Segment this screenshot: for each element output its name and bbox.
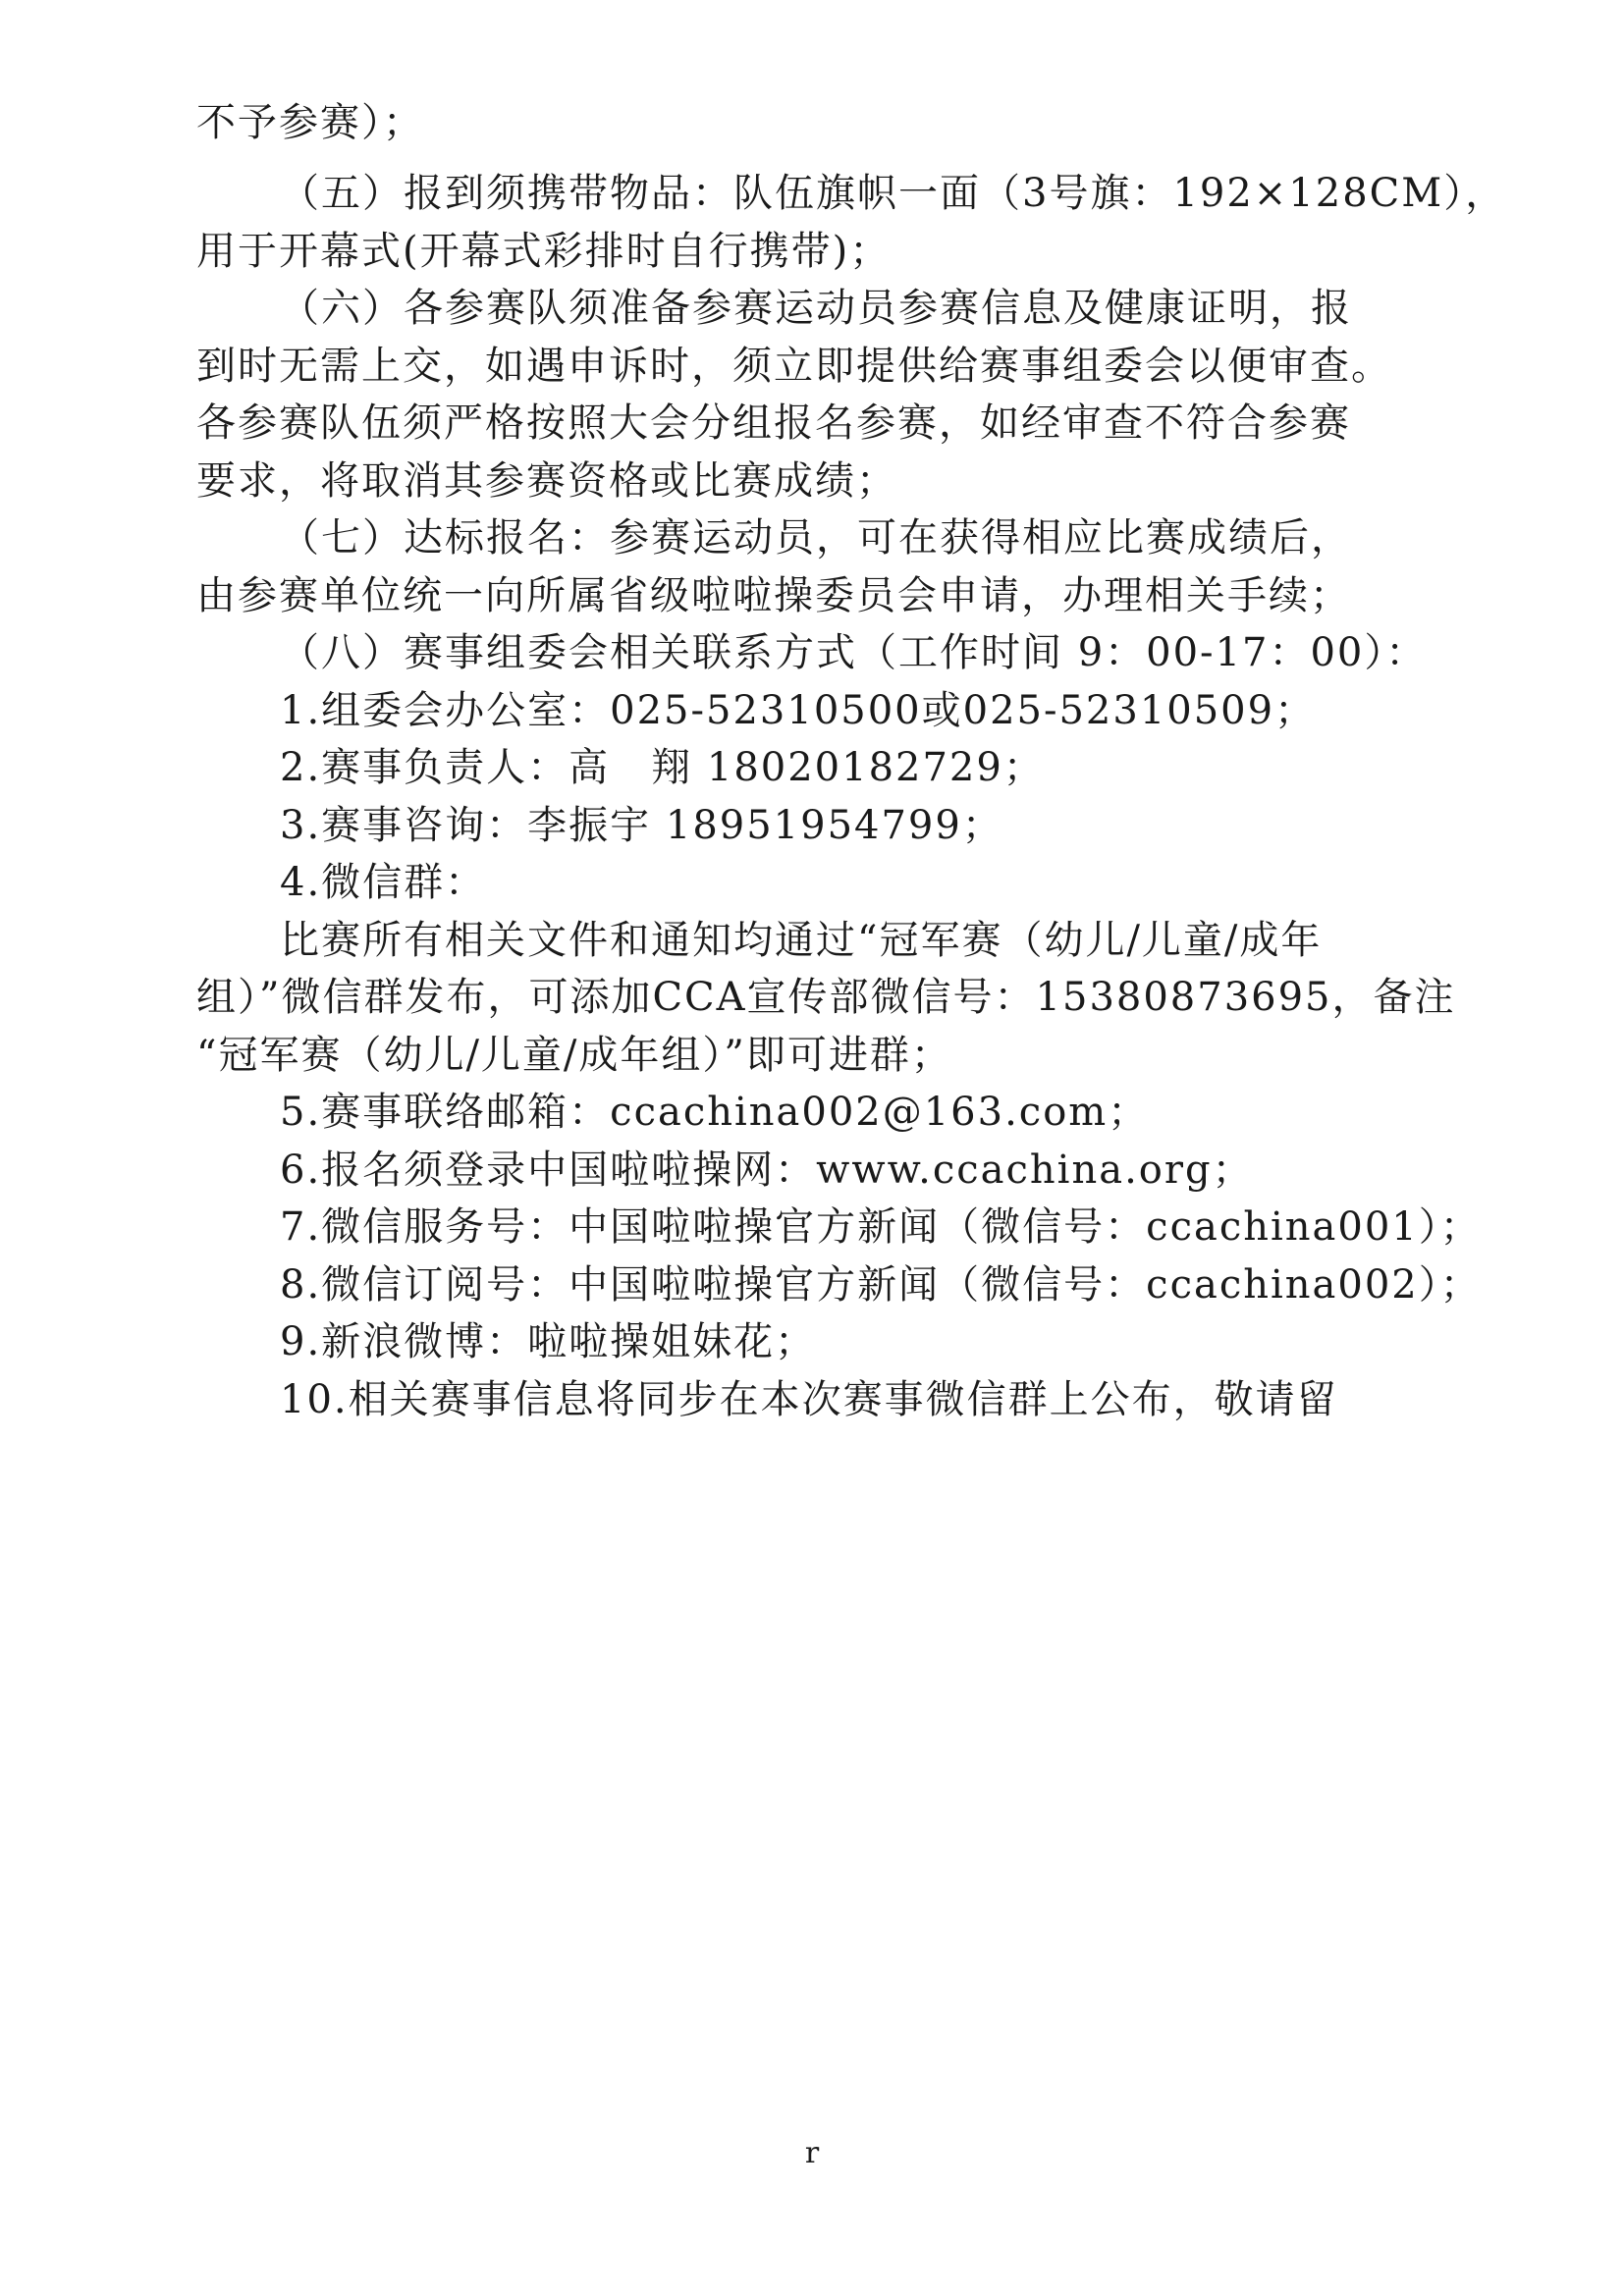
paragraph-line-9: 由参赛单位统一向所属省级啦啦操委员会申请，办理相关手续； <box>196 573 1351 618</box>
wechat-group-line-3: “冠军赛（幼儿/儿童/成年组）”即可进群； <box>196 1033 952 1078</box>
contact-wechat-group-heading: 4.微信群： <box>280 860 487 905</box>
contact-notice: 10.相关赛事信息将同步在本次赛事微信群上公布，敬请留 <box>280 1377 1338 1422</box>
paragraph-line-4: （六）各参赛队须准备参赛运动员参赛信息及健康证明，报 <box>280 286 1352 331</box>
wechat-group-line-2: 组）”微信群发布，可添加CCA宣传部微信号：15380873695，备注 <box>196 975 1456 1020</box>
contact-office: 1.组委会办公室：025-52310500或025-52310509； <box>280 688 1317 733</box>
paragraph-line-1: 不予参赛）； <box>196 100 424 145</box>
contact-weibo: 9.新浪微博：啦啦操姐妹花； <box>280 1319 817 1364</box>
paragraph-line-6: 各参赛队伍须严格按照大会分组报名参赛，如经审查不符合参赛 <box>196 400 1351 446</box>
paragraph-line-10: （八）赛事组委会相关联系方式（工作时间 9：00-17：00）： <box>280 630 1428 675</box>
paragraph-line-5: 到时无需上交，如遇申诉时，须立即提供给赛事组委会以便审查。 <box>196 344 1392 389</box>
paragraph-line-8: （七）达标报名：参赛运动员，可在获得相应比赛成绩后， <box>280 515 1352 561</box>
contact-email: 5.赛事联络邮箱：ccachina002@163.com； <box>280 1090 1150 1135</box>
contact-wechat-subscription: 8.微信订阅号：中国啦啦操官方新闻（微信号：ccachina002）； <box>280 1262 1482 1308</box>
contact-consulting: 3.赛事咨询：李振宇 18951954799； <box>280 803 1003 848</box>
paragraph-line-7: 要求，将取消其参赛资格或比赛成绩； <box>196 458 897 504</box>
wechat-group-line-1: 比赛所有相关文件和通知均通过“冠军赛（幼儿/儿童/成年 <box>280 918 1323 963</box>
paragraph-line-3: 用于开幕式(开幕式彩排时自行携带)； <box>196 229 892 274</box>
contact-wechat-service: 7.微信服务号：中国啦啦操官方新闻（微信号：ccachina001）； <box>280 1204 1482 1250</box>
contact-website: 6.报名须登录中国啦啦操网：www.ccachina.org； <box>280 1148 1254 1193</box>
page-number: r <box>804 2136 820 2170</box>
paragraph-line-2: （五）报到须携带物品：队伍旗帜一面（3号旗：192×128CM）， <box>280 171 1507 216</box>
contact-leader: 2.赛事负责人：高 翔 18020182729； <box>280 745 1045 790</box>
